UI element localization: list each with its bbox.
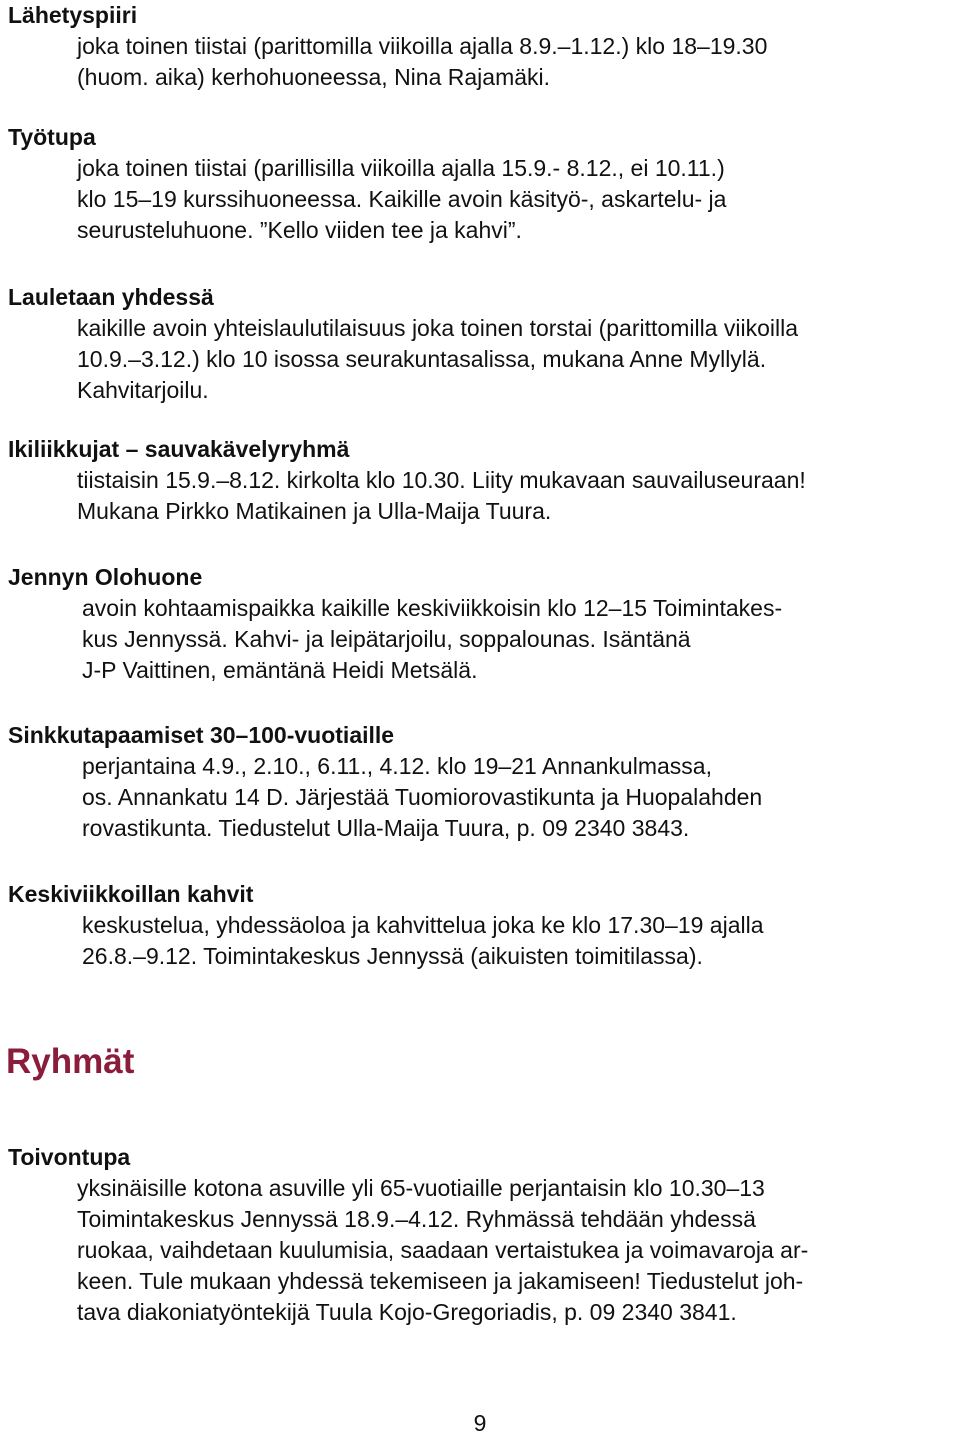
body-line: ruokaa, vaihdetaan kuulumisia, saadaan vertaistukea ja voimavaroja ar- [77,1237,809,1263]
section-heading: Jennyn Olohuone [8,564,203,590]
section-heading: Keskiviikkoillan kahvit [8,881,254,907]
body-line: kaikille avoin yhteislaulutilaisuus joka toinen torstai (parittomilla viikoilla [77,315,798,341]
section-heading: Lauletaan yhdessä [8,284,214,310]
section-heading: Toivontupa [8,1144,131,1170]
group-heading: Ryhmät [6,1042,135,1081]
section-body [82,910,960,972]
section-sinkkutapaamiset [0,720,960,844]
section-toivontupa [0,1142,960,1328]
section-lahetyspiiri [0,0,960,93]
body-line: keen. Tule mukaan yhdessä tekemiseen ja jakamiseen! Tiedustelut joh- [77,1268,804,1294]
body-line: kus Jennyssä. Kahvi- ja leipätarjoilu, soppalounas. Isäntänä [82,626,691,652]
section-heading: Työtupa [8,124,96,150]
section-body [77,153,960,246]
section-keskiviikkoillan-kahvit [0,879,960,972]
section-heading: Lähetyspiiri [8,2,138,28]
body-line: 26.8.–9.12. Toimintakeskus Jennyssä (aikuisten toimitilassa). [82,943,703,969]
section-body [77,31,960,93]
body-line: Kahvitarjoilu. [77,377,209,403]
body-line: os. Annankatu 14 D. Järjestää Tuomiorovastikunta ja Huopalahden [82,784,763,810]
section-jennyn-olohuone [0,562,960,686]
section-body [82,593,960,686]
page-number: 9 [473,1410,487,1436]
body-line: perjantaina 4.9., 2.10., 6.11., 4.12. klo 19–21 Annankulmassa, [82,753,712,779]
body-line: Mukana Pirkko Matikainen ja Ulla-Maija Tuura. [77,498,552,524]
section-heading: Sinkkutapaamiset 30–100-vuotiaille [8,722,395,748]
body-line: joka toinen tiistai (parittomilla viikoilla ajalla 8.9.–1.12.) klo 18–19.30 [77,33,768,59]
body-line: tiistaisin 15.9.–8.12. kirkolta klo 10.30. Liity mukavaan sauvailuseuraan! [77,467,806,493]
body-line: rovastikunta. Tiedustelut Ulla-Maija Tuura, p. 09 2340 3843. [82,815,690,841]
section-body [77,1173,960,1328]
body-line: seurusteluhuone. ”Kello viiden tee ja kahvi”. [77,217,522,243]
section-body [77,465,960,527]
body-line: joka toinen tiistai (parillisilla viikoilla ajalla 15.9.- 8.12., ei 10.11.) [77,155,725,181]
body-line: Toimintakeskus Jennyssä 18.9.–4.12. Ryhmässä tehdään yhdessä [77,1206,756,1232]
section-tyotupa [0,122,960,246]
section-ikiliikkujat [0,434,960,527]
body-line: keskustelua, yhdessäoloa ja kahvittelua joka ke klo 17.30–19 ajalla [82,912,764,938]
body-line: tava diakoniatyöntekijä Tuula Kojo-Gregoriadis, p. 09 2340 3841. [77,1299,737,1325]
section-heading: Ikiliikkujat – sauvakävelyryhmä [8,436,350,462]
body-line: (huom. aika) kerhohuoneessa, Nina Rajamäki. [77,64,551,90]
body-line: 10.9.–3.12.) klo 10 isossa seurakuntasalissa, mukana Anne Myllylä. [77,346,767,372]
body-line: yksinäisille kotona asuville yli 65-vuotiaille perjantaisin klo 10.30–13 [77,1175,765,1201]
body-line: klo 15–19 kurssihuoneessa. Kaikille avoin käsityö-, askartelu- ja [77,186,727,212]
section-lauletaan-yhdessa [0,282,960,406]
section-body [77,313,960,406]
body-line: J-P Vaittinen, emäntänä Heidi Metsälä. [82,657,478,683]
body-line: avoin kohtaamispaikka kaikille keskiviikkoisin klo 12–15 Toimintakes- [82,595,783,621]
section-body [82,751,960,844]
